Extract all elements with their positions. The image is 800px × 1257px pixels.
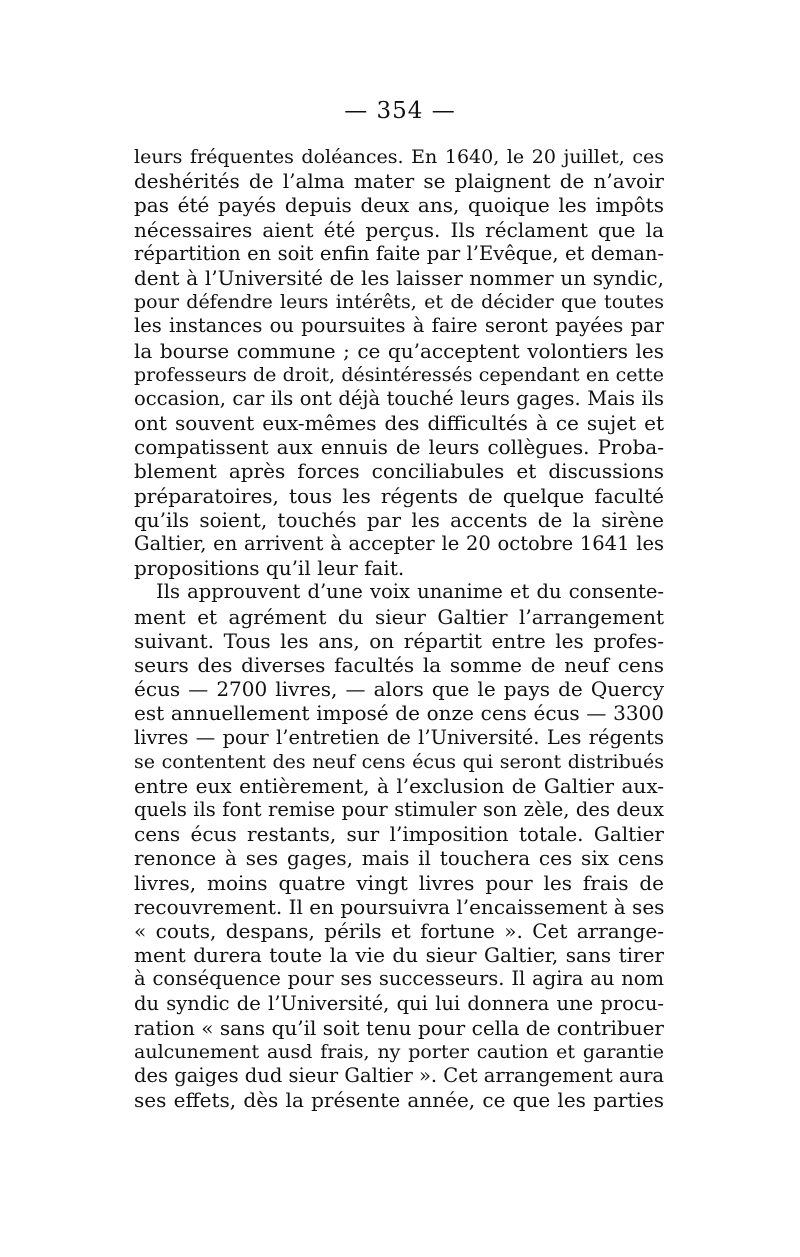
paragraph-1 — [134, 145, 664, 580]
text-line: est annuellement imposé de onze cens écus — 3300 — [134, 701, 664, 726]
text-line: écus — 2700 livres, — alors que le pays de Quercy — [134, 677, 664, 702]
text-line: deshérités de l’alma mater se plaignent de n’avoir — [134, 169, 664, 194]
text-line: cens écus restants, sur l’imposition totale. Galtier — [134, 822, 664, 847]
text-line: qu’ils soient, touchés par les accents de la sirène — [134, 507, 664, 532]
text-line: la bourse commune ; ce qu’acceptent volontiers les — [134, 338, 664, 363]
paragraph-2 — [134, 580, 664, 1112]
text-line: leurs fréquentes doléances. En 1640, le 20 juillet, ces — [134, 146, 664, 168]
text-line: professeurs de droit, désintéressés cependant en cette — [134, 363, 664, 386]
text-line: recouvrement. Il en poursuivra l’encaissement à ses — [134, 894, 664, 919]
text-line: du syndic de l’Université, qui lui donnera une procu- — [134, 991, 664, 1015]
text-line: dent à l’Université de les laisser nommer un syndic, — [134, 265, 664, 290]
text-line: les instances ou poursuites à faire seront payées par — [134, 314, 664, 338]
text-line: livres — pour l’entretien de l’Université. Les régents — [134, 725, 664, 749]
text-line: occasion, car ils ont déjà touché leurs gages. Mais ils — [134, 386, 664, 410]
text-line: à conséquence pour ses successeurs. Il agira au nom — [134, 967, 664, 991]
text-line: blement après forces conciliabules et discussions — [134, 459, 664, 484]
text-line: Galtier, en arrivent à accepter le 20 octobre 1641 les — [134, 532, 664, 555]
text-line: pour défendre leurs intérêts, et de décider que toutes — [134, 291, 664, 314]
text-line: répartition en soit enfin faite par l’Evêque, et deman- — [134, 241, 664, 265]
text-line: ment et agrément du sieur Galtier l’arrangement — [134, 604, 664, 629]
text-line: ses effets, dès la présente année, ce que les parties — [134, 1088, 664, 1113]
text-line: nécessaires aient été perçus. Ils réclament que la — [134, 217, 664, 242]
text-line: suivant. Tous les ans, on répartit entre les profes- — [134, 628, 664, 653]
text-line: des gaiges dud sieur Galtier ». Cet arrangement aura — [134, 1064, 664, 1088]
text-line: entre eux entièrement, à l’exclusion de Galtier aux- — [134, 773, 664, 798]
text-line: Ils approuvent d’une voix unanime et du consente- — [156, 580, 664, 604]
text-line: pas été payés depuis deux ans, quoique les impôts — [134, 193, 664, 218]
text-line: renonce à ses gages, mais il touchera ces six cens — [134, 846, 664, 871]
text-line: aulcunement ausd frais, ny porter caution et garantie — [134, 1040, 664, 1063]
text-line: se contentent des neuf cens écus qui seront distribués — [134, 750, 664, 773]
text-line: quels ils font remise pour stimuler son zèle, des deux — [134, 798, 664, 822]
text-line: ment durera toute la vie du sieur Galtier, sans tirer — [134, 943, 664, 968]
page-number: — 354 — — [344, 98, 456, 124]
text-line: préparatoires, tous les régents de quelque faculté — [134, 483, 664, 508]
text-line: « couts, despans, périls et fortune ». Cet arrange- — [134, 919, 664, 943]
text-line: propositions qu’il leur fait. — [134, 556, 405, 581]
body-text — [134, 145, 664, 1113]
text-line: ont souvent eux-mêmes des difficultés à ce sujet et — [134, 411, 664, 436]
text-line: compatissent aux ennuis de leurs collègues. Proba- — [134, 435, 664, 460]
text-line: seurs des diverses facultés la somme de neuf cens — [134, 652, 664, 677]
text-line: ration « sans qu’il soit tenu pour cella de contribuer — [134, 1015, 664, 1040]
text-line: livres, moins quatre vingt livres pour les frais de — [134, 870, 664, 895]
